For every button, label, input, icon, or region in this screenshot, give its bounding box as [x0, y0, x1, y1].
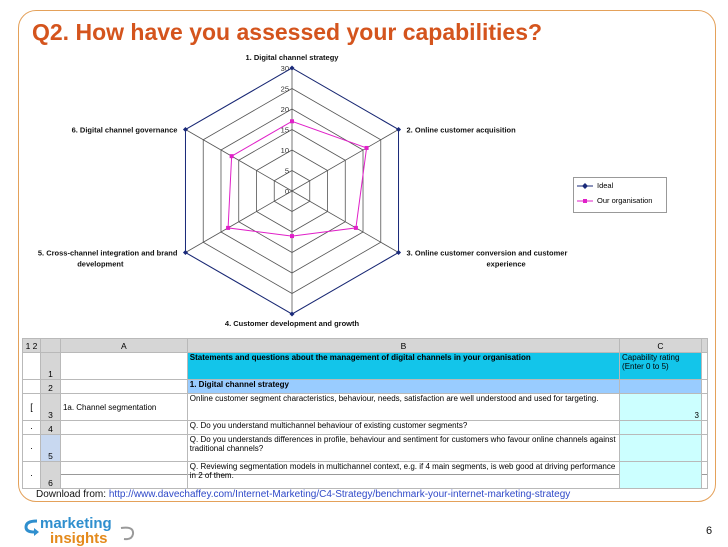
- select-all-corner[interactable]: [40, 339, 60, 353]
- column-header-row: [23, 339, 708, 353]
- cell-c6[interactable]: [620, 462, 702, 489]
- cell-d5[interactable]: [701, 435, 707, 462]
- row-header[interactable]: 1: [40, 353, 60, 380]
- cell-c3[interactable]: 3: [620, 394, 702, 421]
- data-point: [396, 127, 401, 132]
- row-header[interactable]: 4: [40, 421, 60, 435]
- axis-label: 6. Digital channel governance: [71, 125, 178, 135]
- logo-arrow-icon: [22, 515, 42, 545]
- our-organisation-line-icon: [577, 196, 593, 206]
- legend-label-our-organisation: Our organisation: [597, 196, 653, 205]
- data-point: [354, 226, 358, 230]
- cell-b6[interactable]: Q. Reviewing segmentation models in multichannel context, e.g. if 4 main segments, is web good at driving performance in 2 of them.: [187, 462, 619, 489]
- download-note: [36, 489, 570, 500]
- axis-label: 2. Online customer acquisition: [406, 125, 516, 135]
- cell-a5[interactable]: [60, 435, 187, 462]
- logo-swirl-icon: [118, 524, 138, 544]
- table-row: [23, 353, 708, 380]
- cell-a2[interactable]: [60, 380, 187, 394]
- axis-label: 5. Cross-channel integration and brand development: [37, 248, 178, 269]
- outline-gutter: [23, 380, 41, 394]
- series-line: [228, 121, 366, 236]
- chart-legend: [573, 177, 667, 213]
- cell-c4[interactable]: [620, 421, 702, 435]
- spreadsheet-screenshot: [22, 338, 708, 488]
- ideal-line-icon: [577, 181, 593, 191]
- slide-title: Q2. How have you assessed your capabilities?: [32, 19, 543, 45]
- table-row: [23, 462, 708, 489]
- cell-a1[interactable]: [60, 353, 187, 380]
- page-number: 6: [706, 525, 713, 537]
- tick-label: 0: [284, 187, 289, 196]
- legend-item-ideal: [574, 178, 666, 193]
- column-header-c[interactable]: C: [620, 339, 702, 353]
- outline-dot-icon[interactable]: ·: [23, 421, 41, 435]
- cell-c1[interactable]: Capability rating (Enter 0 to 5): [620, 353, 702, 380]
- tick-label: 20: [280, 105, 289, 114]
- data-point: [183, 250, 188, 255]
- row-header[interactable]: 5: [40, 435, 60, 462]
- tick-label: 15: [280, 125, 289, 135]
- data-point: [290, 312, 295, 317]
- legend-item-our-organisation: [574, 193, 666, 208]
- download-prefix: Download from:: [36, 489, 107, 500]
- marketing-insights-logo: [22, 515, 142, 545]
- column-header-d[interactable]: [701, 339, 707, 353]
- data-point: [183, 127, 188, 132]
- cell-b4[interactable]: Q. Do you understand multichannel behaviour of existing customer segments?: [187, 421, 619, 435]
- tick-label: 30: [280, 64, 289, 73]
- cell-c5[interactable]: [620, 435, 702, 462]
- table-row: [23, 435, 708, 462]
- column-header-a[interactable]: A: [60, 339, 187, 353]
- cell-d6[interactable]: [701, 462, 707, 489]
- row-header[interactable]: 2: [40, 380, 60, 394]
- data-point: [226, 226, 230, 230]
- cell-b1[interactable]: Statements and questions about the management of digital channels in your organisation: [187, 353, 619, 380]
- axis-label: 4. Customer development and growth: [224, 319, 360, 328]
- outline-gutter: [23, 353, 41, 380]
- row-header[interactable]: 3: [40, 394, 60, 421]
- cell-d3[interactable]: [701, 394, 707, 421]
- data-point: [290, 66, 295, 71]
- tick-label: 5: [284, 166, 289, 176]
- legend-label-ideal: Ideal: [597, 181, 614, 190]
- tick-label: 10: [280, 146, 289, 155]
- outline-level-buttons[interactable]: [23, 339, 41, 353]
- data-point: [396, 250, 401, 255]
- data-point: [365, 146, 369, 150]
- outline-bracket-icon[interactable]: [: [23, 394, 41, 421]
- cell-a6[interactable]: [60, 462, 187, 489]
- data-point: [230, 154, 234, 158]
- data-point: [290, 234, 294, 238]
- table-row: [23, 394, 708, 421]
- cell-a3[interactable]: 1a. Channel segmentation: [60, 394, 187, 421]
- download-link[interactable]: http://www.davechaffey.com/Internet-Marketing/C4-Strategy/benchmark-your-internet-marketing-strategy: [108, 489, 571, 500]
- cell-d4[interactable]: [701, 421, 707, 435]
- tick-label: 25: [280, 84, 289, 94]
- axis-label: 3. Online customer conversion and customer experience: [406, 248, 568, 269]
- outline-level-2-button[interactable]: 2: [32, 340, 38, 351]
- cell-b5[interactable]: Q. Do you understands differences in profile, behaviour and sentiment for customers who favour online channels against traditional channels?: [187, 435, 619, 462]
- outline-level-1-button[interactable]: 1: [25, 340, 31, 351]
- spreadsheet-table: [22, 338, 708, 489]
- column-header-b[interactable]: B: [187, 339, 619, 353]
- cell-a4[interactable]: [60, 421, 187, 435]
- logo-word-marketing: marketing: [40, 515, 112, 532]
- radar-chart: [26, 50, 666, 335]
- row-header[interactable]: 6: [40, 462, 60, 489]
- cell-d2[interactable]: [701, 380, 707, 394]
- cell-b3[interactable]: Online customer segment characteristics, behaviour, needs, satisfaction are well understood and used for targeting.: [187, 394, 619, 421]
- logo-word-insights: insights: [50, 530, 108, 547]
- table-row: [23, 421, 708, 435]
- outline-dot-icon[interactable]: ·: [23, 462, 41, 489]
- cell-c2[interactable]: [620, 380, 702, 394]
- cell-b2[interactable]: 1. Digital channel strategy: [187, 380, 619, 394]
- table-row: [23, 380, 708, 394]
- outline-dot-icon[interactable]: ·: [23, 435, 41, 462]
- axis-label: 1. Digital channel strategy: [245, 53, 339, 62]
- cell-d1[interactable]: [701, 353, 707, 380]
- data-point: [290, 119, 294, 123]
